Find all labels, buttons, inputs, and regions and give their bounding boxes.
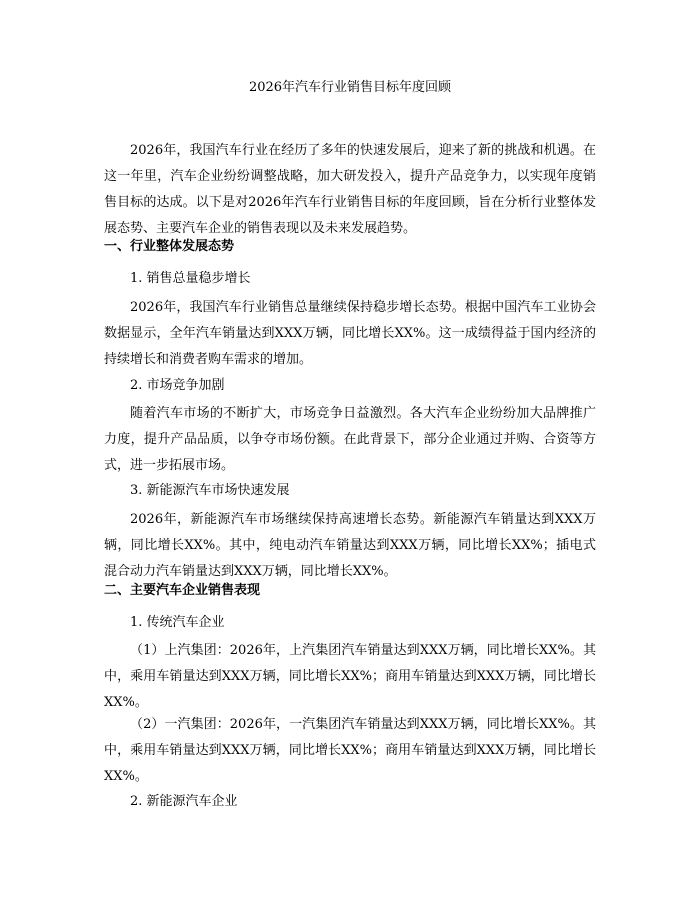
section-1-sub-1-heading: 1. 销售总量稳步增长 [130, 271, 251, 286]
section-1-sub-3-heading: 3. 新能源汽车市场快速发展 [130, 483, 290, 498]
section-2-item-1-paragraph: （1）上汽集团：2026年，上汽集团汽车销量达到XXX万辆，同比增长XX%。其中，乘用车销量达到XXX万辆，同比增长XX%；商用车销量达到XXX万辆，同比增长XX%。 [104, 643, 596, 710]
section-1-heading: 一、行业整体发展态势 [104, 239, 235, 254]
section-2-sub-1-heading: 1. 传统汽车企业 [130, 615, 225, 630]
section-2-heading: 二、主要汽车企业销售表现 [104, 583, 261, 598]
intro-paragraph: 2026年，我国汽车行业在经历了多年的快速发展后，迎来了新的挑战和机遇。在这一年里，汽车企业纷纷调整战略，加大研发投入，提升产品竞争力，以实现年度销售目标的达成。以下是对2026年汽车行业销售目标的年度回顾，旨在分析行业整体发展态势、主要汽车企业的销售表现以及未来发展趋势。 [104, 143, 596, 236]
section-2-item-2-paragraph: （2）一汽集团：2026年，一汽集团汽车销量达到XXX万辆，同比增长XX%。其中，乘用车销量达到XXX万辆，同比增长XX%；商用车销量达到XXX万辆，同比增长XX%。 [104, 717, 596, 784]
section-1-sub-1-paragraph: 2026年，我国汽车行业销售总量继续保持稳步增长态势。根据中国汽车工业协会数据显示，全年汽车销量达到XXX万辆，同比增长XX%。这一成绩得益于国内经济的持续增长和消费者购车需求的增加。 [104, 300, 596, 367]
section-1-sub-2-heading: 2. 市场竞争加剧 [130, 378, 225, 393]
section-1-sub-3-paragraph: 2026年，新能源汽车市场继续保持高速增长态势。新能源汽车销量达到XXX万辆，同比增长XX%。其中，纯电动汽车销量达到XXX万辆，同比增长XX%；插电式混合动力汽车销量达到XXX万辆，同比增长XX%。 [104, 512, 596, 579]
section-2-sub-2-heading: 2. 新能源汽车企业 [130, 794, 238, 809]
section-1-sub-2-paragraph: 随着汽车市场的不断扩大，市场竞争日益激烈。各大汽车企业纷纷加大品牌推广力度，提升产品品质，以争夺市场份额。在此背景下，部分企业通过并购、合资等方式，进一步拓展市场。 [104, 406, 596, 473]
document-title: 2026年汽车行业销售目标年度回顾 [248, 80, 452, 95]
